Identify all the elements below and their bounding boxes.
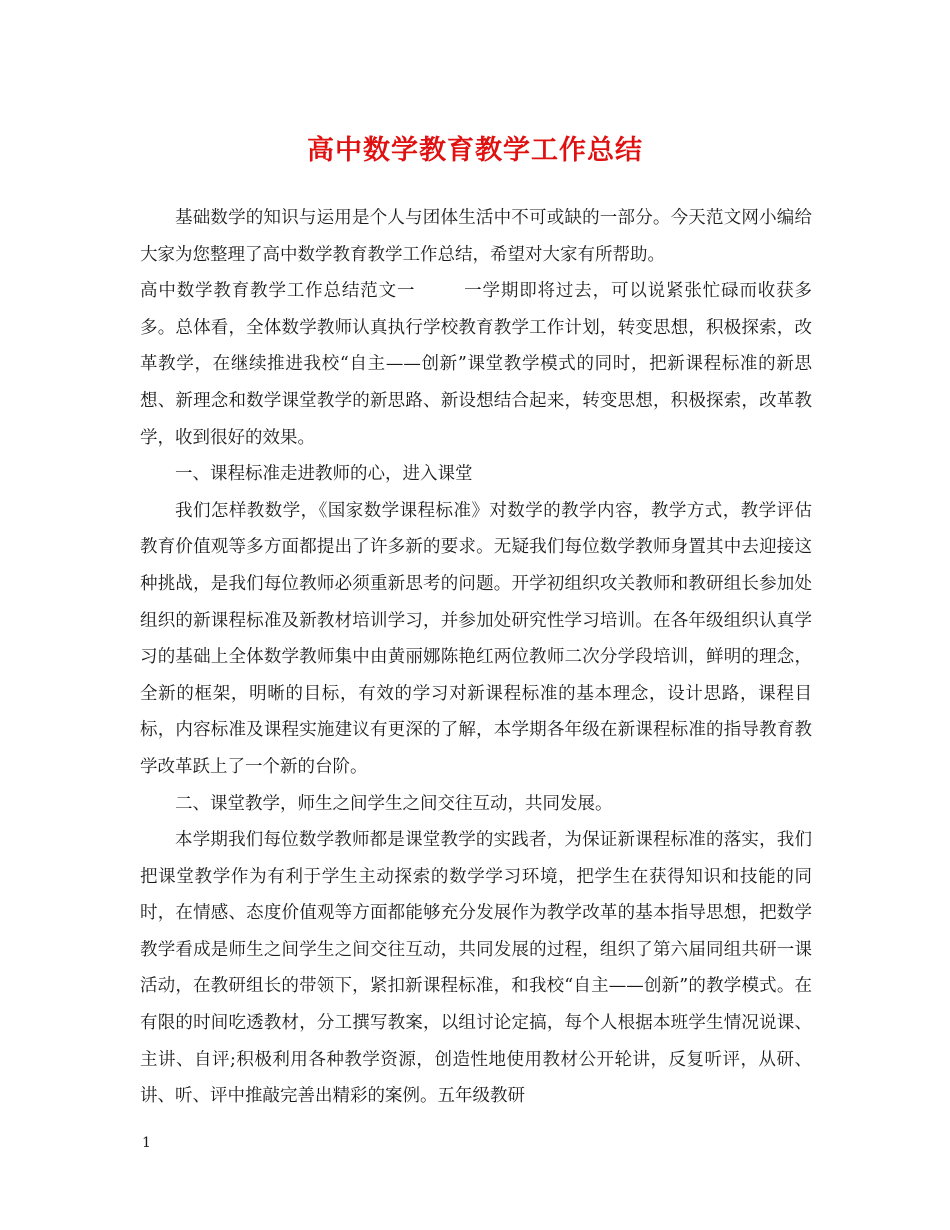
- section-paragraph-1: 我们怎样教数学，《国家数学课程标准》对数学的教学内容，教学方式，教学评估教育价值观等多方面都提出了许多新的要求。无疑我们每位数学教师身置其中去迎接这种挑战，是我们每位教师必须重新思考的问题。开学初组织攻关教师和教研组长参加处组织的新课程标准及新教材培训学习，并参加处研究性学习培训。在各年级组织认真学习的基础上全体数学教师集中由黄丽娜陈艳红两位教师二次分学段培训，鲜明的理念，全新的框架，明晰的目标，有效的学习对新课程标准的基本理念，设计思路，课程目标，内容标准及课程实施建议有更深的了解，本学期各年级在新课程标准的指导教育教学改革跃上了一个新的台阶。: [140, 500, 812, 777]
- sample-label: 高中数学教育教学工作总结范文一: [140, 281, 416, 302]
- page-number: 1: [142, 1135, 151, 1151]
- intro-paragraph: 基础数学的知识与运用是个人与团体生活中不可或缺的一部分。今天范文网小编给大家为您整理了高中数学教育教学工作总结，希望对大家有所帮助。: [140, 208, 812, 265]
- sample-text: 一学期即将过去，可以说紧张忙碌而收获多多。总体看，全体数学教师认真执行学校教育教学工作计划，转变思想，积极探索，改革教学，在继续推进我校“自主——创新”课堂教学模式的同时，把新课程标准的新思想、新理念和数学课堂教学的新思路、新设想结合起来，转变思想，积极探索，改革教学，收到很好的效果。: [140, 281, 813, 448]
- document-body: [140, 200, 812, 1115]
- section-heading-2: 二、课堂教学，师生之间学生之间交往互动，共同发展。: [175, 793, 613, 814]
- section-heading-1: 一、课程标准走进教师的心，进入课堂: [175, 464, 473, 485]
- document-title: 高中数学教育教学工作总结: [307, 135, 643, 166]
- section-paragraph-2: 本学期我们每位数学教师都是课堂教学的实践者，为保证新课程标准的落实，我们把课堂教学作为有利于学生主动探索的数学学习环境，把学生在获得知识和技能的同时，在情感、态度价值观等方面都能够充分发展作为教学改革的基本指导思想，把数学教学看成是师生之间学生之间交往互动，共同发展的过程，组织了第六届同组共研一课活动，在教研组长的带领下，紧扣新课程标准，和我校“自主——创新”的教学模式。在有限的时间吃透教材，分工撰写教案，以组讨论定搞，每个人根据本班学生情况说课、主讲、自评;积极利用各种教学资源，创造性地使用教材公开轮讲，反复听评，从研、讲、听、评中推敲完善出精彩的案例。五年级教研: [140, 830, 812, 1107]
- sample-paragraph: [140, 273, 812, 456]
